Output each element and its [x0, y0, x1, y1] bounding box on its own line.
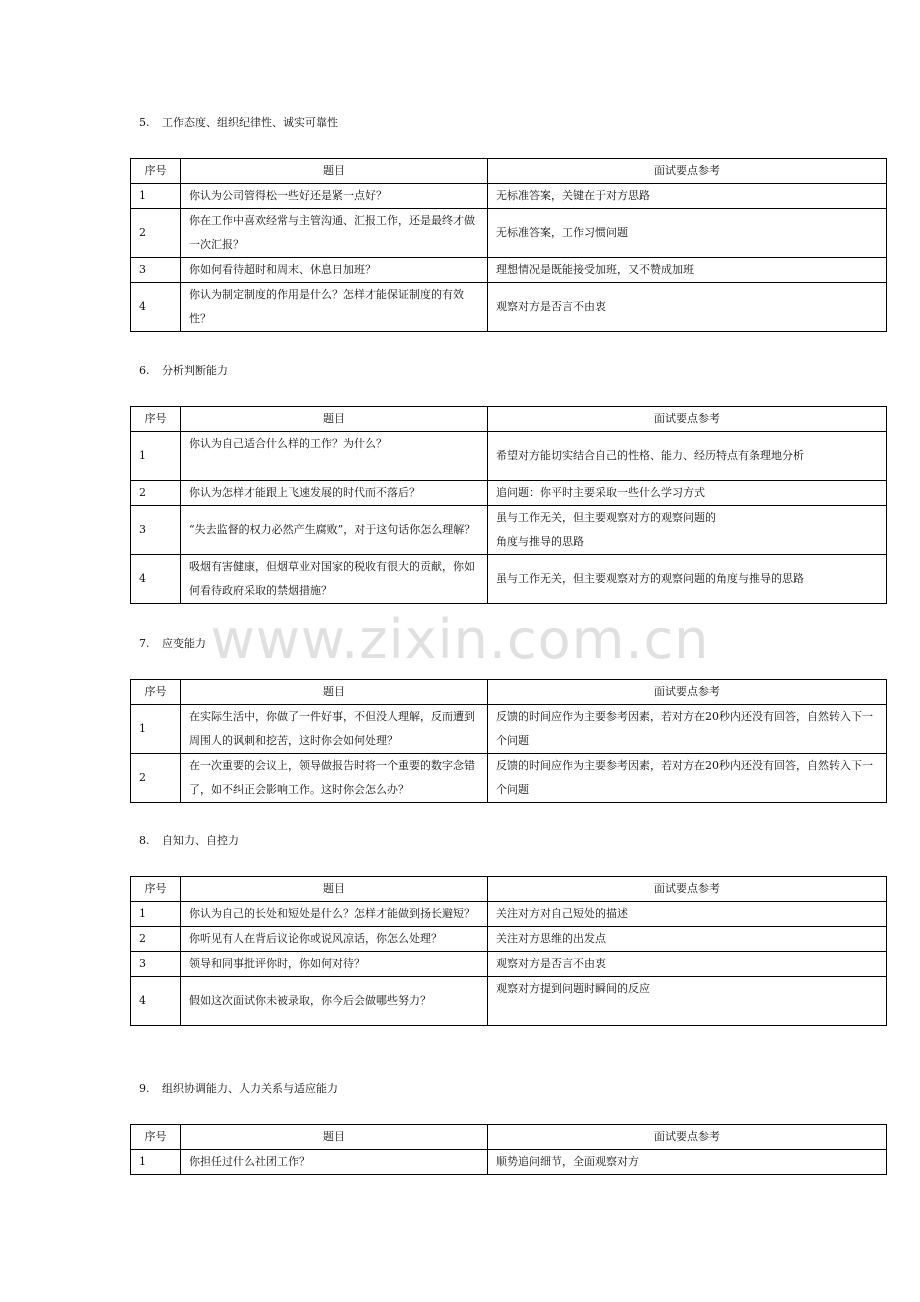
- row-reference: 反馈的时间应作为主要参考因素，若对方在20秒内还没有回答，自然转入下一个问题: [488, 705, 887, 754]
- header-index: 序号: [131, 680, 181, 705]
- section-number: 7.: [139, 637, 150, 650]
- header-reference: 面试要点参考: [488, 680, 887, 705]
- section-7: [130, 637, 886, 803]
- row-index: 3: [131, 258, 181, 283]
- table-header-row: [131, 407, 887, 432]
- row-reference: 虽与工作无关，但主要观察对方的观察问题的角度与推导的思路: [488, 555, 887, 604]
- row-index: 3: [131, 506, 181, 555]
- section-title: 分析判断能力: [162, 364, 228, 377]
- row-reference: 反馈的时间应作为主要参考因素，若对方在20秒内还没有回答，自然转入下一个问题: [488, 754, 887, 803]
- row-question: 你听见有人在背后议论你或说风凉话，你怎么处理？: [181, 927, 488, 952]
- table-row: [131, 927, 887, 952]
- section-heading: [139, 116, 886, 130]
- row-question: 你认为怎样才能跟上飞速发展的时代而不落后？: [181, 481, 488, 506]
- section-6: [130, 364, 886, 604]
- row-reference: 虽与工作无关，但主要观察对方的观察问题的角度与推导的思路: [488, 506, 887, 555]
- table-header-row: [131, 1125, 887, 1150]
- row-question: 你在工作中喜欢经常与主管沟通、汇报工作，还是最终才做一次汇报？: [181, 209, 488, 258]
- header-index: 序号: [131, 1125, 181, 1150]
- row-index: 2: [131, 209, 181, 258]
- section-title: 应变能力: [162, 637, 206, 650]
- watermark: www.zixin.com.cn: [210, 608, 710, 671]
- table-row: [131, 258, 887, 283]
- row-reference: 观察对方是否言不由衷: [488, 952, 887, 977]
- row-question: 你认为制定制度的作用是什么？怎样才能保证制度的有效性？: [181, 283, 488, 332]
- header-question: 题目: [181, 159, 488, 184]
- header-reference: 面试要点参考: [488, 407, 887, 432]
- table-row: [131, 481, 887, 506]
- section-title: 自知力、自控力: [162, 834, 239, 847]
- header-index: 序号: [131, 159, 181, 184]
- row-index: 2: [131, 754, 181, 803]
- section-title: 组织协调能力、人力关系与适应能力: [162, 1082, 338, 1095]
- table-row: [131, 506, 887, 555]
- section-number: 5.: [139, 116, 150, 129]
- table-row: [131, 977, 887, 1026]
- section-heading: [139, 834, 886, 848]
- header-reference: 面试要点参考: [488, 159, 887, 184]
- header-reference: 面试要点参考: [488, 877, 887, 902]
- row-index: 1: [131, 705, 181, 754]
- row-index: 4: [131, 283, 181, 332]
- row-reference: 关注对方思维的出发点: [488, 927, 887, 952]
- row-index: 1: [131, 432, 181, 481]
- row-question: 你认为自己的长处和短处是什么？怎样才能做到扬长避短？: [181, 902, 488, 927]
- section-8: [130, 834, 886, 1026]
- header-question: 题目: [181, 680, 488, 705]
- row-reference: 希望对方能切实结合自己的性格、能力、经历特点有条理地分析: [488, 432, 887, 481]
- row-index: 1: [131, 1150, 181, 1175]
- row-reference: 观察对方是否言不由衷: [488, 283, 887, 332]
- row-index: 2: [131, 927, 181, 952]
- row-index: 1: [131, 184, 181, 209]
- question-table: [130, 1124, 887, 1175]
- row-index: 2: [131, 481, 181, 506]
- section-heading: [139, 364, 886, 378]
- header-index: 序号: [131, 407, 181, 432]
- question-table: [130, 158, 887, 332]
- table-row: [131, 705, 887, 754]
- section-9: [130, 1082, 886, 1175]
- row-question: 吸烟有害健康，但烟草业对国家的税收有很大的贡献，你如何看待政府采取的禁烟措施？: [181, 555, 488, 604]
- row-question: “失去监督的权力必然产生腐败”，对于这句话你怎么理解？: [181, 506, 488, 555]
- row-reference: 关注对方对自己短处的描述: [488, 902, 887, 927]
- table-row: [131, 209, 887, 258]
- row-reference: 顺势追问细节，全面观察对方: [488, 1150, 887, 1175]
- table-row: [131, 902, 887, 927]
- section-heading: [139, 637, 886, 651]
- header-index: 序号: [131, 877, 181, 902]
- row-reference: 无标准答案，关键在于对方思路: [488, 184, 887, 209]
- header-question: 题目: [181, 877, 488, 902]
- question-table: [130, 406, 887, 604]
- section-5: [130, 116, 886, 332]
- table-row: [131, 432, 887, 481]
- row-reference: 理想情况是既能接受加班，又不赞成加班: [488, 258, 887, 283]
- row-index: 3: [131, 952, 181, 977]
- row-reference: 观察对方提到问题时瞬间的反应: [488, 977, 887, 1026]
- header-question: 题目: [181, 1125, 488, 1150]
- section-number: 9.: [139, 1082, 150, 1095]
- table-header-row: [131, 159, 887, 184]
- row-index: 4: [131, 977, 181, 1026]
- row-question: 你如何看待超时和周末、休息日加班？: [181, 258, 488, 283]
- row-question: 在一次重要的会议上，领导做报告时将一个重要的数字念错了，如不纠正会影响工作。这时你会怎么办？: [181, 754, 488, 803]
- section-heading: [139, 1082, 886, 1096]
- row-reference: 无标准答案，工作习惯问题: [488, 209, 887, 258]
- header-question: 题目: [181, 407, 488, 432]
- table-row: [131, 184, 887, 209]
- row-reference: 追问题：你平时主要采取一些什么学习方式: [488, 481, 887, 506]
- row-index: 1: [131, 902, 181, 927]
- row-question: 你认为公司管得松一些好还是紧一点好？: [181, 184, 488, 209]
- section-title: 工作态度、组织纪律性、诚实可靠性: [162, 116, 338, 129]
- section-number: 6.: [139, 364, 150, 377]
- row-question: 在实际生活中，你做了一件好事，不但没人理解，反而遭到周围人的讽刺和挖苦，这时你会如何处理？: [181, 705, 488, 754]
- table-header-row: [131, 877, 887, 902]
- row-question: 假如这次面试你未被录取，你今后会做哪些努力？: [181, 977, 488, 1026]
- row-question: 你担任过什么社团工作？: [181, 1150, 488, 1175]
- header-reference: 面试要点参考: [488, 1125, 887, 1150]
- row-question: 你认为自己适合什么样的工作？为什么？: [181, 432, 488, 481]
- table-row: [131, 555, 887, 604]
- row-index: 4: [131, 555, 181, 604]
- table-row: [131, 952, 887, 977]
- table-row: [131, 283, 887, 332]
- question-table: [130, 876, 887, 1026]
- section-number: 8.: [139, 834, 150, 847]
- table-row: [131, 1150, 887, 1175]
- table-row: [131, 754, 887, 803]
- table-header-row: [131, 680, 887, 705]
- row-question: 领导和同事批评你时，你如何对待？: [181, 952, 488, 977]
- question-table: [130, 679, 887, 803]
